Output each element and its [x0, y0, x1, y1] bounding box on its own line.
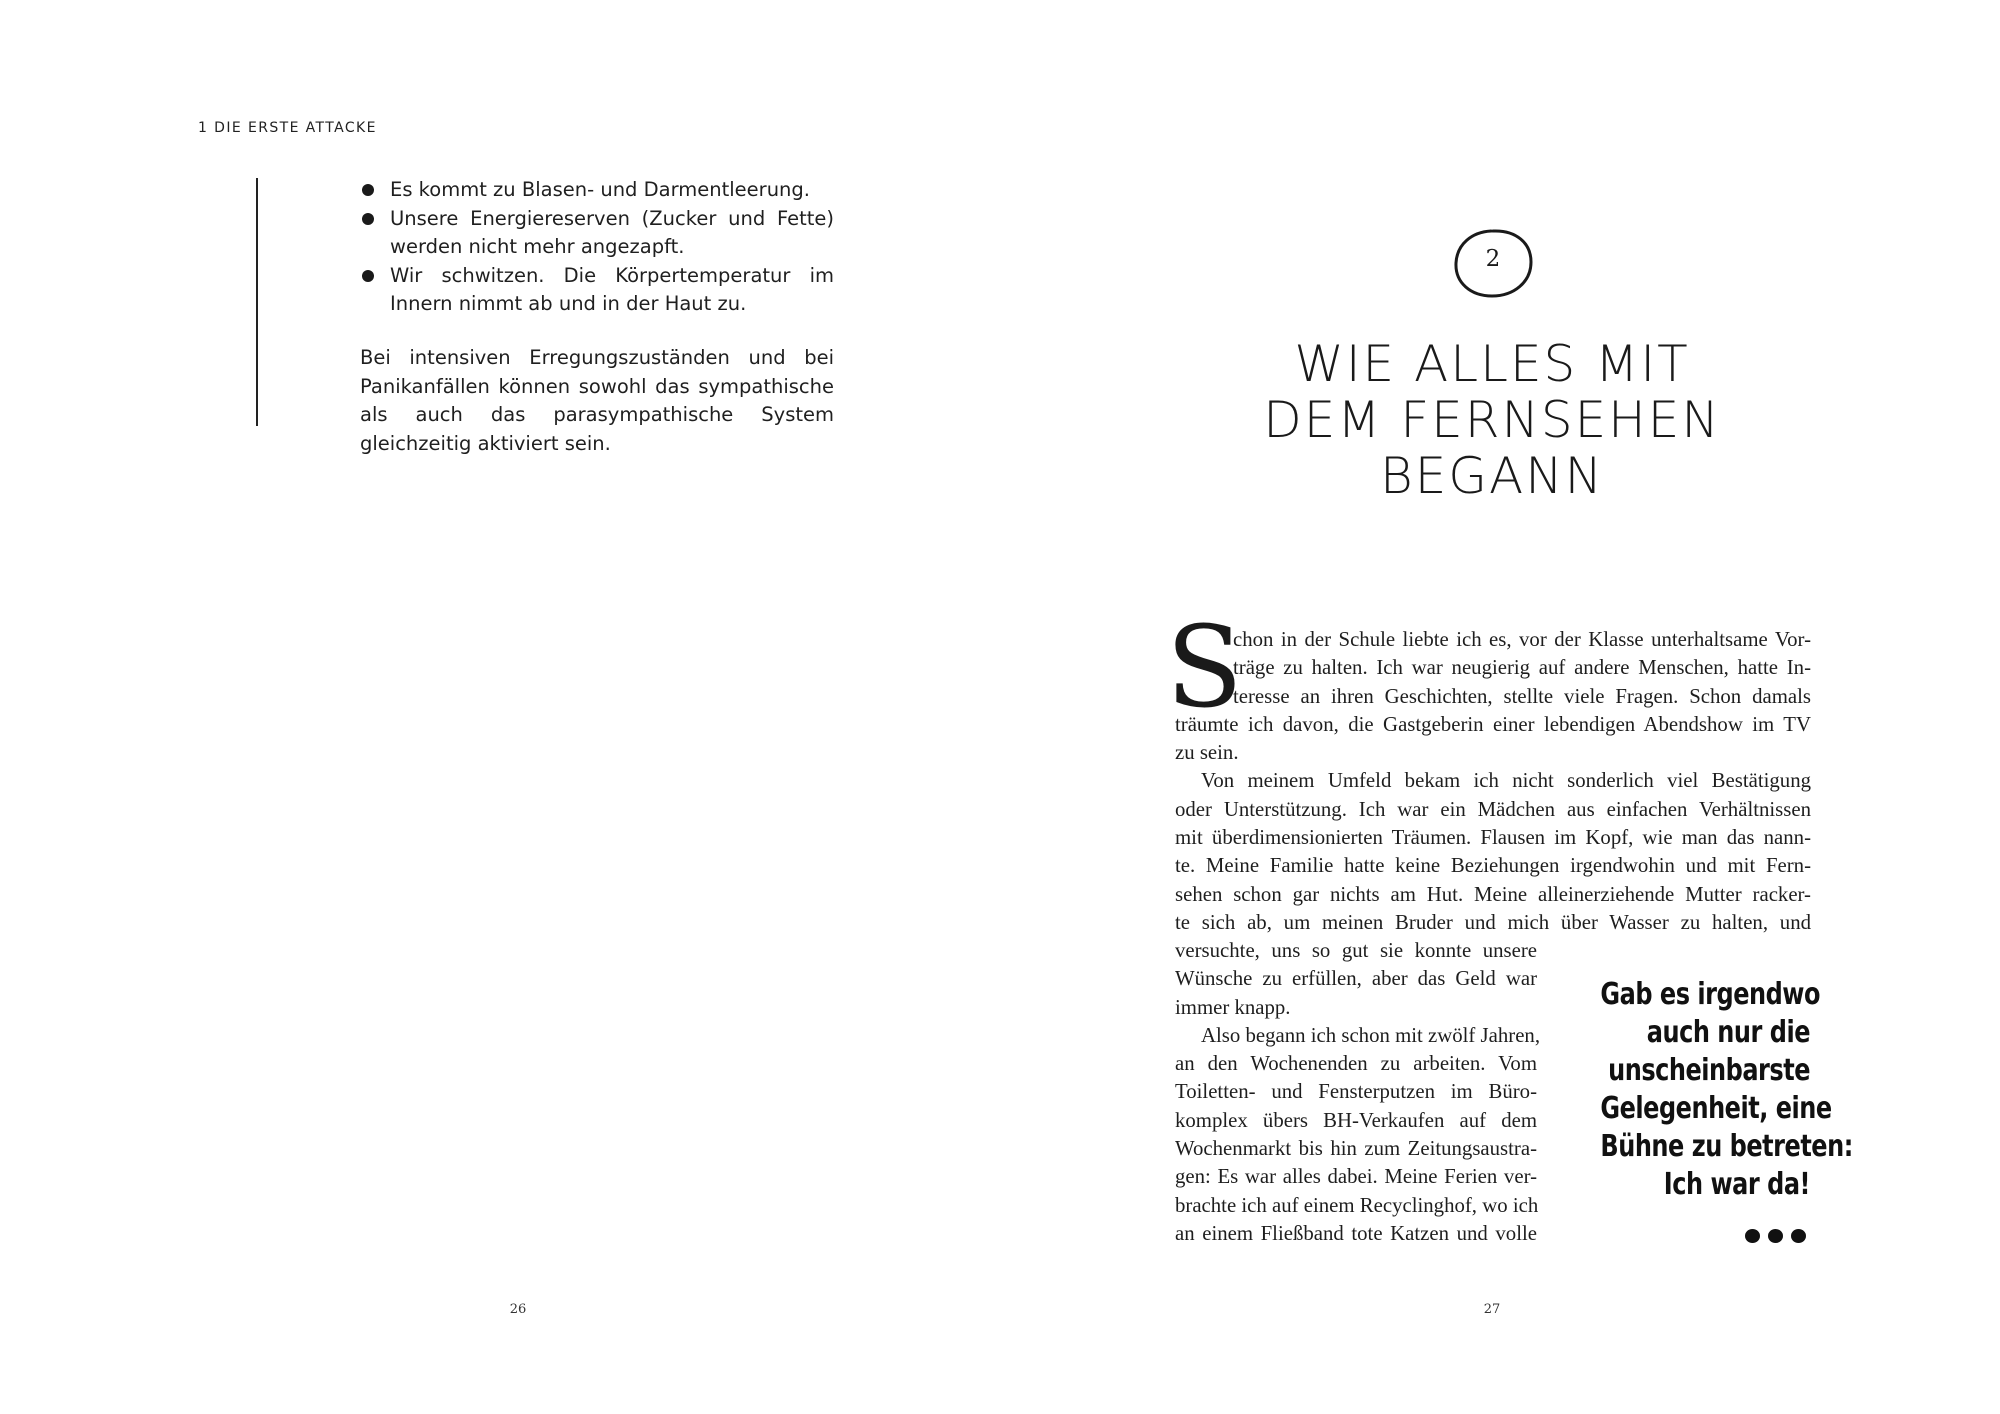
page-number-left: 26 [509, 1302, 527, 1317]
text-line: Von meinem Umfeld bekam ich nicht sonderlich viel Bestätigung [1201, 769, 1811, 793]
list-item [360, 205, 834, 262]
text-line: träumte ich davon, die Gastgeberin einer lebendigen Abendshow im TV [1175, 712, 1811, 736]
pull-quote-line: Bühne zu betreten: [1600, 1129, 1853, 1164]
list-item-text: Unsere Energiereserven (Zucker und Fette) werden nicht mehr angezapft. [390, 206, 834, 258]
bullet-list [360, 176, 834, 319]
body-text-narrow-column [1175, 937, 1541, 1248]
text-line: zu sein. [1175, 741, 1239, 765]
bullet-dot-icon [362, 213, 374, 225]
text-line: chon in der Schule liebte ich es, vor der Klasse unterhaltsame Vor- [1233, 628, 1811, 651]
text-line: te sich ab, um meinen Bruder und mich über Wasser zu halten, und [1175, 910, 1811, 934]
pull-quote [1600, 976, 1853, 1204]
text-line: immer knapp. [1175, 995, 1291, 1019]
dot-icon [1768, 1229, 1783, 1243]
text-line: te. Meine Familie hatte keine Beziehungen irgendwohin und mit Fern- [1175, 854, 1811, 878]
text-line: träge zu halten. Ich war neugierig auf andere Menschen, hatte In- [1233, 656, 1811, 680]
text-line: Wünsche zu erfüllen, aber das Geld war [1175, 967, 1537, 991]
drop-cap: S [1166, 603, 1243, 733]
chapter-title-line: DEM FERNSEHEN [1263, 391, 1721, 449]
chapter-title-line: BEGANN [1379, 447, 1605, 505]
text-line: teresse an ihren Geschichten, stellte viele Fragen. Schon damals [1233, 684, 1811, 708]
text-line: oder Unterstützung. Ich war ein Mädchen aus einfachen Verhältnissen [1175, 797, 1811, 821]
margin-rule [256, 178, 258, 426]
text-line: mit überdimensionierten Träumen. Flausen im Kopf, wie man das nann- [1175, 826, 1811, 850]
list-item [360, 262, 834, 319]
bullet-dot-icon [362, 270, 374, 282]
text-line: Toiletten- und Fensterputzen im Büro- [1175, 1080, 1537, 1104]
text-line: Wochenmarkt bis hin zum Zeitungsaustra- [1175, 1137, 1537, 1161]
dot-icon [1791, 1229, 1806, 1243]
text-line: brachte ich auf einem Recyclinghof, wo ich [1175, 1193, 1539, 1217]
list-item-text: Wir schwitzen. Die Körpertemperatur im Innern nimmt ab und in der Haut zu. [390, 263, 834, 315]
bullet-dot-icon [362, 184, 374, 196]
chapter-title-line: WIE ALLES MIT [1294, 335, 1690, 393]
pull-quote-line: unscheinbarste [1608, 1053, 1810, 1088]
text-line: an einem Fließband tote Katzen und volle [1175, 1221, 1537, 1245]
list-item-text: Es kommt zu Blasen- und Darmentleerung. [390, 178, 810, 201]
text-line: komplex übers BH-Verkaufen auf dem [1175, 1108, 1537, 1132]
chapter-number: 2 [1485, 246, 1501, 272]
text-line: an den Wochenenden zu arbeiten. Vom [1175, 1052, 1537, 1076]
running-head: 1 DIE ERSTE ATTACKE [198, 120, 377, 136]
body-text-full-width [1175, 626, 1811, 937]
text-line: sehen schon gar nichts am Hut. Meine alleinerziehende Mutter racker- [1175, 882, 1811, 906]
chapter-title [1212, 336, 1772, 504]
pull-quote-line: Gab es irgendwo [1600, 977, 1820, 1012]
body-paragraph: Bei intensiven Erregungszuständen und bei Panikanfällen können sowohl das sympathische als auch das parasympathische System gleichzeitig aktiviert sein. [360, 346, 834, 455]
page-number-right: 27 [1483, 1302, 1501, 1317]
pull-quote-line: Gelegenheit, eine [1600, 1091, 1832, 1126]
list-item [360, 176, 834, 205]
quote-ornament [1745, 1229, 1809, 1245]
pull-quote-line: auch nur die [1646, 1015, 1810, 1050]
dot-icon [1745, 1229, 1760, 1243]
text-line: gen: Es war alles dabei. Meine Ferien ver- [1175, 1165, 1537, 1189]
pull-quote-line: Ich war da! [1663, 1167, 1810, 1202]
text-line: versuchte, uns so gut sie konnte unsere [1175, 939, 1537, 962]
text-line: Also begann ich schon mit zwölf Jahren, [1201, 1023, 1541, 1047]
